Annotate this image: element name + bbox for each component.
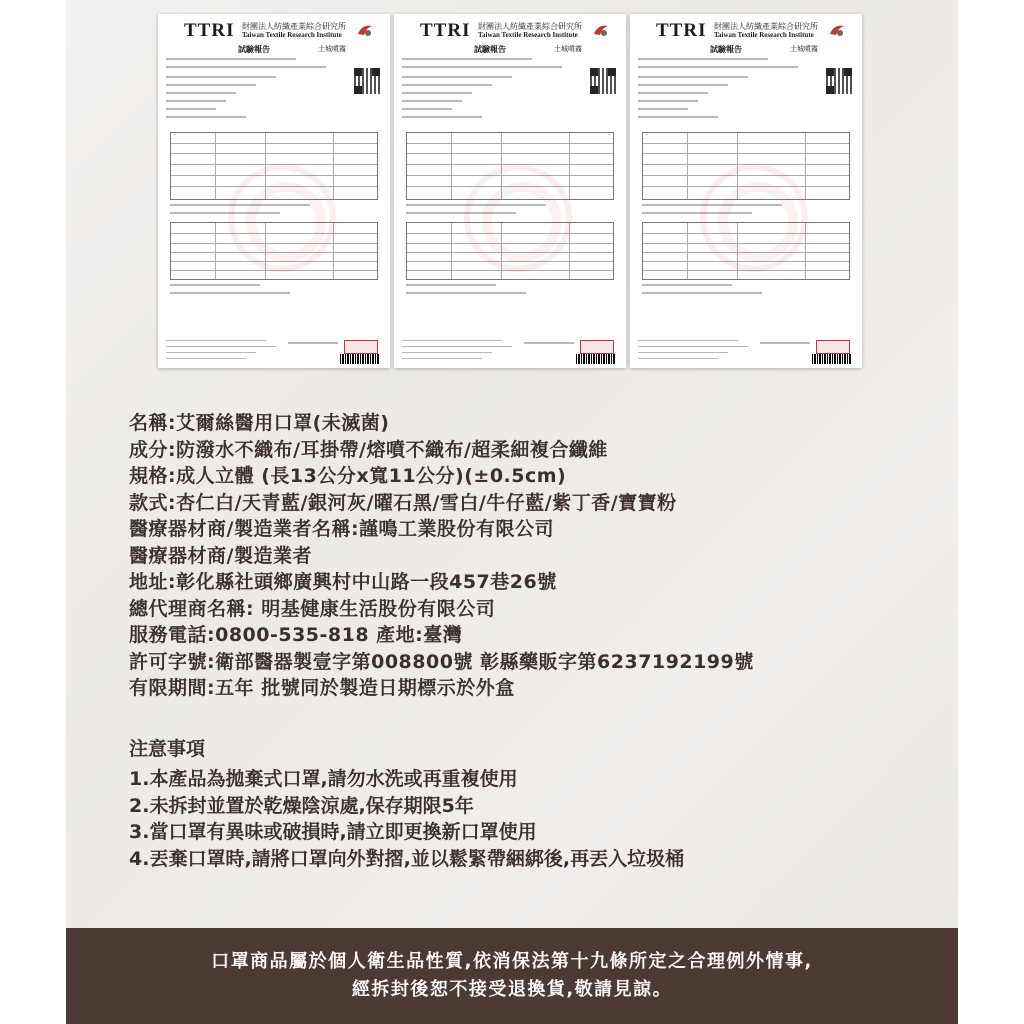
shelf-life: 有限期間:五年 批號同於製造日期標示於外盒 (129, 677, 515, 699)
barcode (576, 354, 616, 364)
institute-name-zh: 財團法人紡織產業綜合研究所 (242, 22, 346, 31)
test-report-strip (158, 14, 866, 368)
manufacturer-name: 醫療器材商/製造業者名稱:謹鳴工業股份有限公司 (129, 518, 555, 540)
institute-emblem-icon (592, 22, 610, 38)
qr-code (354, 68, 380, 94)
red-seal-stamp (580, 340, 614, 354)
report-tag: 土城噴霧 (790, 45, 818, 53)
product-info-list (129, 410, 929, 702)
product-info-panel (66, 0, 958, 1024)
institute-name-zh: 財團法人紡織產業綜合研究所 (714, 22, 818, 31)
test-report-document (158, 14, 390, 368)
institute-emblem-icon (828, 22, 846, 38)
return-policy-line-2: 經拆封後恕不接受退換貨,敬請見諒。 (351, 979, 673, 1000)
report-tag: 土城噴霧 (554, 45, 582, 53)
product-composition: 成分:防潑水不織布/耳掛帶/熔噴不織布/超柔細複合纖維 (129, 438, 608, 461)
distributor-name: 總代理商名稱: 明基健康生活股份有限公司 (129, 597, 496, 620)
institute-name-en: Taiwan Textile Research Institute (714, 31, 814, 39)
notice-item: 3.當口罩有異味或破損時,請立即更換新口罩使用 (129, 821, 537, 843)
report-title: 試驗報告 (474, 45, 506, 54)
ttri-logo: TTRI (184, 20, 235, 41)
product-name: 名稱:艾爾絲醫用口罩(未滅菌) (129, 412, 390, 434)
institute-name-en: Taiwan Textile Research Institute (478, 31, 578, 39)
report-tag: 土城噴霧 (318, 45, 346, 53)
notice-item: 4.丟棄口罩時,請將口罩向外對摺,並以鬆緊帶綑綁後,再丟入垃圾桶 (129, 847, 685, 870)
ttri-logo: TTRI (420, 20, 471, 41)
notice-item: 1.本產品為拋棄式口罩,請勿水洗或再重複使用 (129, 768, 518, 790)
test-report-document (630, 14, 862, 368)
barcode (340, 354, 380, 364)
qr-code (826, 68, 852, 94)
report-header (656, 20, 846, 42)
report-header (184, 20, 374, 42)
return-policy-line-1: 口罩商品屬於個人衛生品性質,依消保法第十九條所定之合理例外情事, (211, 951, 813, 972)
ttri-logo: TTRI (656, 20, 707, 41)
institute-name-en: Taiwan Textile Research Institute (242, 31, 342, 39)
product-spec: 規格:成人立體 (長13公分x寬11公分)(±0.5cm) (129, 465, 567, 487)
notice-section (129, 736, 929, 872)
qr-code (590, 68, 616, 94)
product-styles: 款式:杏仁白/天青藍/銀河灰/曜石黑/雪白/牛仔藍/紫丁香/寶寶粉 (129, 491, 677, 514)
service-phone-origin: 服務電話:0800-535-818 產地:臺灣 (129, 624, 463, 646)
report-title: 試驗報告 (710, 45, 742, 54)
manufacturer-address: 地址:彰化縣社頭鄉廣興村中山路一段457巷26號 (129, 571, 557, 593)
red-seal-stamp (344, 340, 378, 354)
institute-emblem-icon (356, 22, 374, 38)
test-report-document (394, 14, 626, 368)
barcode (812, 354, 852, 364)
report-title: 試驗報告 (238, 45, 270, 54)
notice-item: 2.未拆封並置於乾燥陰涼處,保存期限5年 (129, 794, 474, 817)
manufacturer-label: 醫療器材商/製造業者 (129, 544, 312, 567)
license-number: 許可字號:衛部醫器製壹字第008800號 彰縣藥販字第6237192199號 (129, 650, 754, 673)
return-policy-banner (66, 928, 958, 1024)
institute-name-zh: 財團法人紡織產業綜合研究所 (478, 22, 582, 31)
report-header (420, 20, 610, 42)
notice-title: 注意事項 (129, 738, 206, 760)
red-seal-stamp (816, 340, 850, 354)
